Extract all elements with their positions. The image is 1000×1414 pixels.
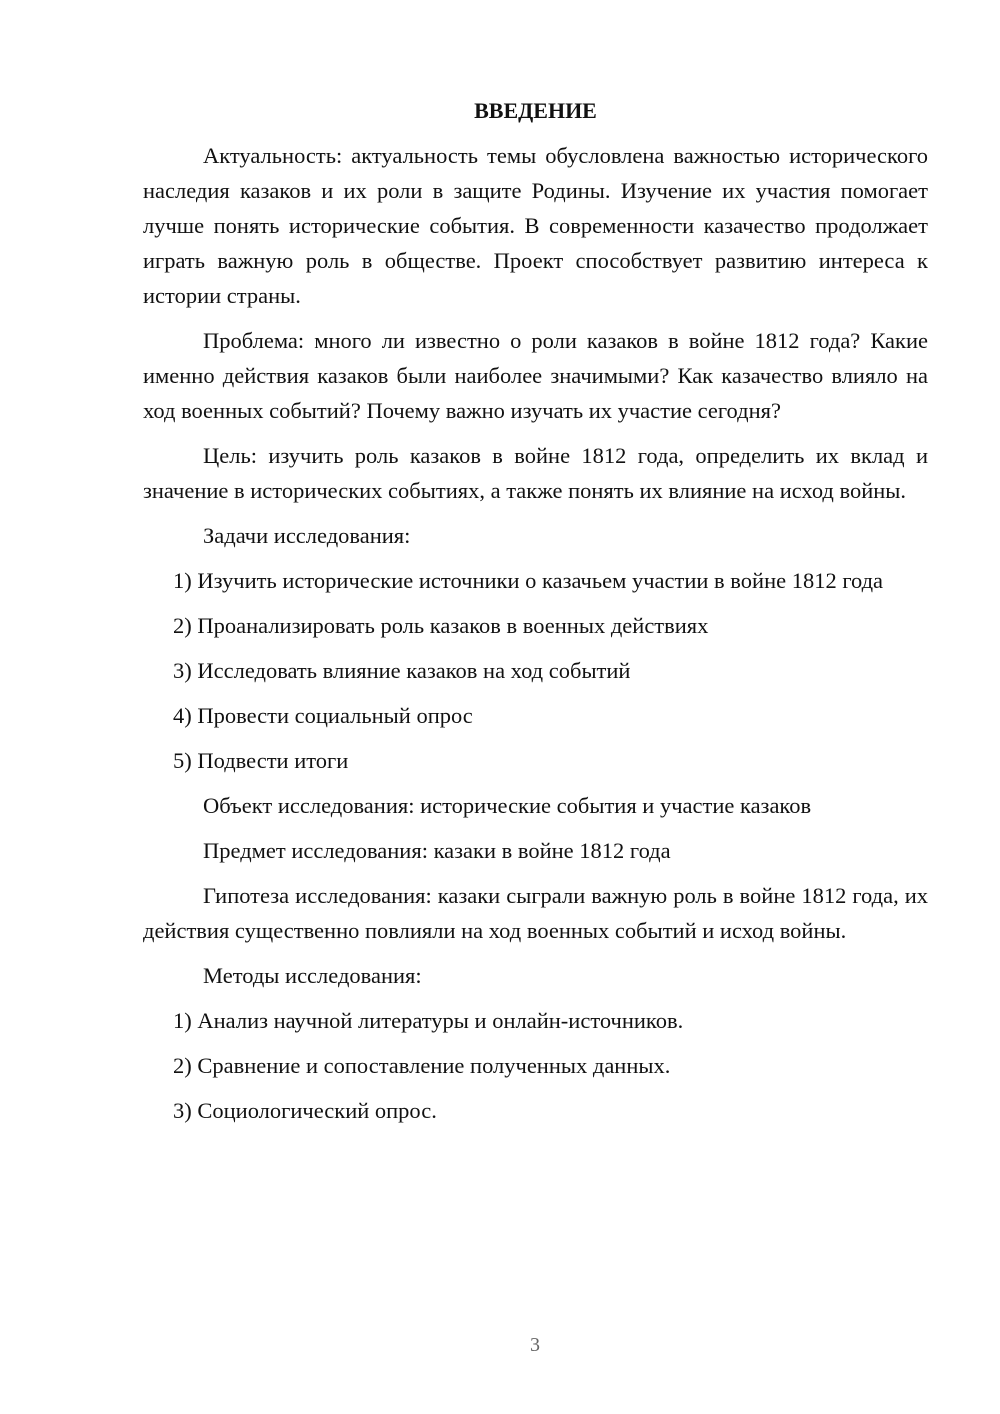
page-number: 3 (530, 1334, 540, 1356)
task-item: 2) Проанализировать роль казаков в военных действиях (173, 613, 709, 638)
method-item: 3) Социологический опрос. (173, 1098, 437, 1123)
task-item: 1) Изучить исторические источники о казачьем участии в войне 1812 года (173, 568, 884, 593)
method-item: 1) Анализ научной литературы и онлайн-источников. (173, 1008, 684, 1033)
relevance-paragraph: Актуальность: актуальность темы обусловлена важностью исторического наследия казаков и их роли в защите Родины. Изучение их участия помогает лучше понять исторические события. В современности казачество продолжает играть важную роль в обществе. Проект способствует развитию интереса к истории страны. (143, 143, 928, 308)
goal-paragraph: Цель: изучить роль казаков в войне 1812 года, определить их вклад и значение в исторических событиях, а также понять их влияние на исход войны. (143, 443, 928, 503)
task-item: 4) Провести социальный опрос (173, 703, 473, 728)
hypothesis-paragraph: Гипотеза исследования: казаки сыграли важную роль в войне 1812 года, их действия существенно повлияли на ход военных событий и исход войны. (143, 883, 928, 943)
page-content (143, 93, 928, 1138)
page-title: ВВЕДЕНИЕ (474, 98, 597, 123)
task-item: 3) Исследовать влияние казаков на ход событий (173, 658, 631, 683)
method-item: 2) Сравнение и сопоставление полученных данных. (173, 1053, 671, 1078)
subject-paragraph: Предмет исследования: казаки в войне 1812 года (203, 838, 671, 863)
methods-heading: Методы исследования: (203, 963, 422, 988)
task-item: 5) Подвести итоги (173, 748, 349, 773)
tasks-heading: Задачи исследования: (203, 523, 411, 548)
object-paragraph: Объект исследования: исторические события и участие казаков (203, 793, 812, 818)
problem-paragraph: Проблема: много ли известно о роли казаков в войне 1812 года? Какие именно действия казаков были наиболее значимыми? Как казачество влияло на ход военных событий? Почему важно изучать их участие сегодня? (143, 328, 928, 423)
